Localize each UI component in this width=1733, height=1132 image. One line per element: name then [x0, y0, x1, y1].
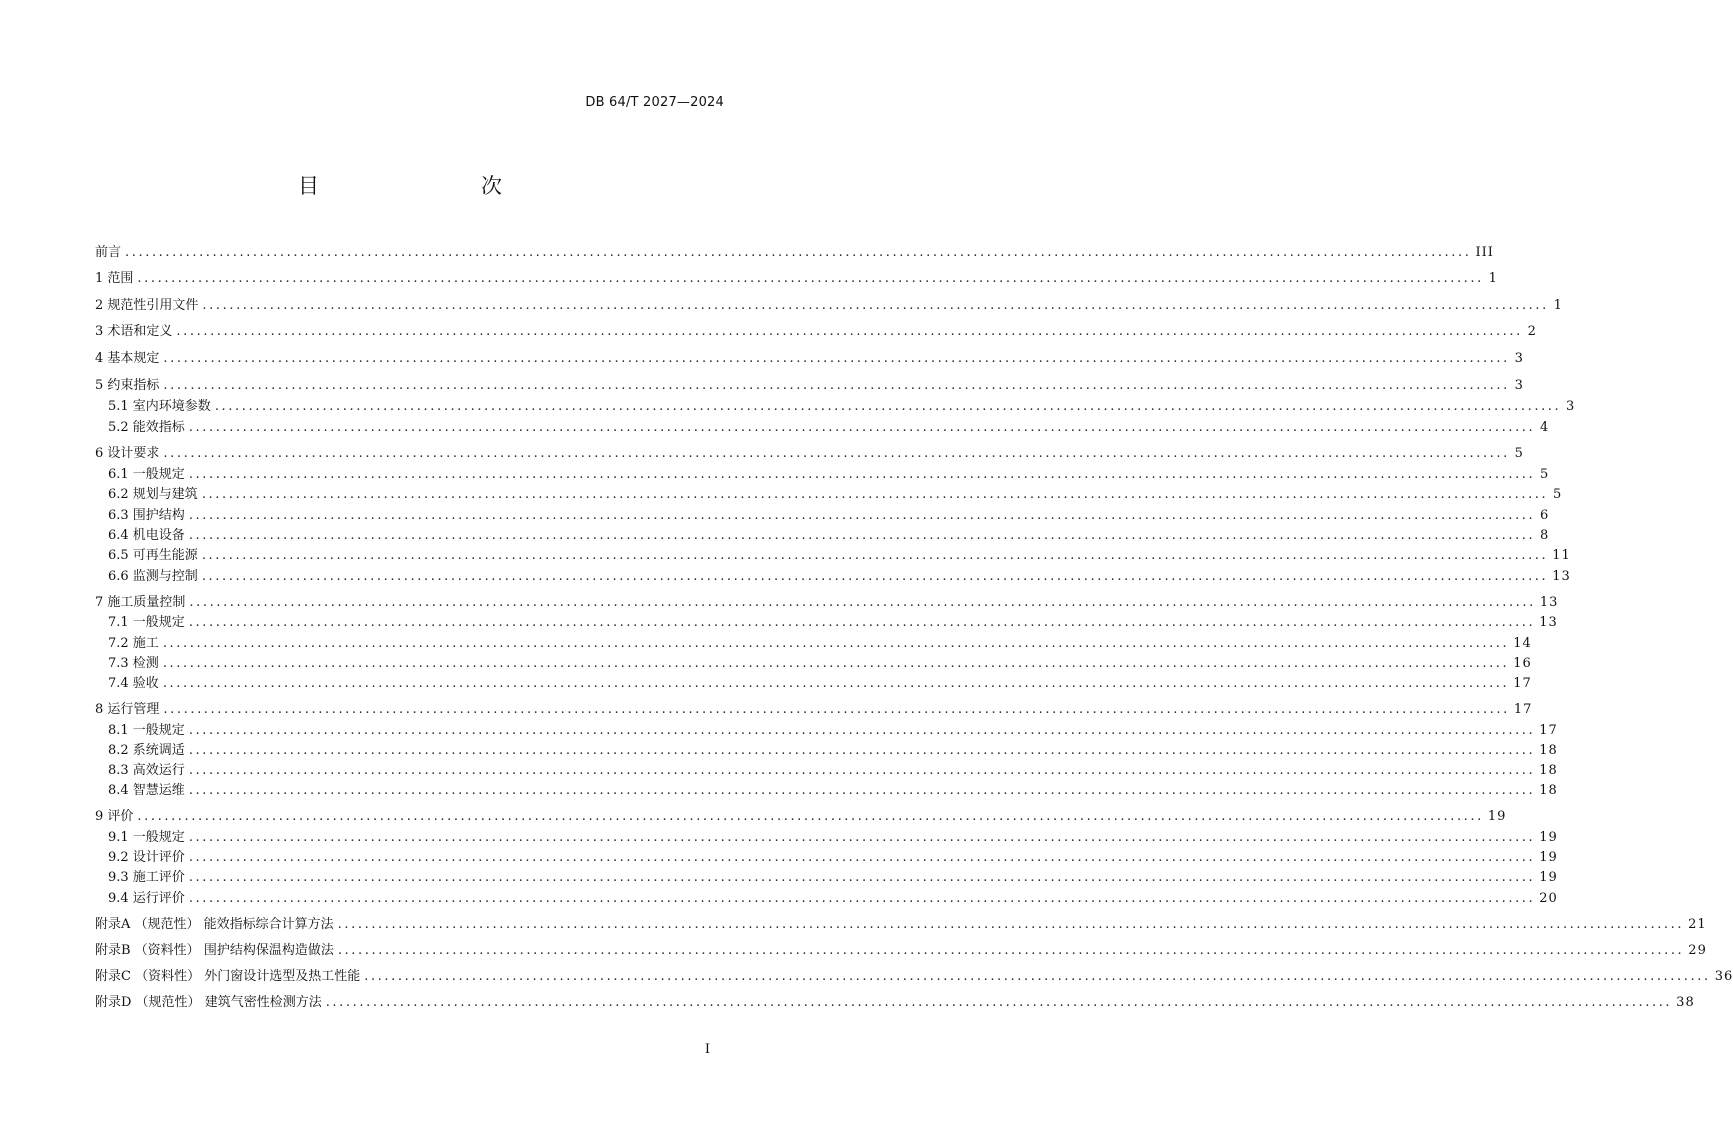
toc-entry[interactable] — [108, 741, 1558, 761]
toc-entry-page: 13 — [1552, 569, 1571, 584]
toc-entry[interactable] — [108, 418, 1550, 438]
toc-entry[interactable] — [108, 828, 1558, 848]
toc-entry-page: 5 — [1540, 467, 1550, 482]
toc-entry-label: 附录C （资料性） 外门窗设计选型及热工性能 — [95, 969, 361, 984]
toc-entry[interactable] — [95, 322, 1537, 342]
toc-entry-page: 14 — [1513, 636, 1532, 651]
toc-entry-page: 4 — [1540, 420, 1550, 435]
toc-entry-label: 7.2 施工 — [108, 636, 159, 651]
toc-entry[interactable] — [95, 296, 1563, 316]
page-number: I — [704, 1042, 710, 1057]
toc-leader-dots: ........................................................................................................................................................................................................ — [188, 723, 1536, 738]
toc-entry-page: 2 — [1527, 324, 1537, 339]
toc-leader-dots: ........................................................................................................................................................................................................ — [325, 995, 1673, 1010]
toc-leader-dots: ........................................................................................................................................................................................................ — [163, 446, 1510, 461]
toc-entry-page: 20 — [1539, 891, 1558, 906]
toc-leader-dots: ........................................................................................................................................................................................................ — [163, 351, 1510, 366]
toc-leader-dots: ........................................................................................................................................................................................................ — [188, 850, 1536, 865]
toc-leader-dots: ........................................................................................................................................................................................................ — [214, 399, 1562, 414]
toc-entry-page: 5 — [1553, 487, 1563, 502]
toc-entry-label: 3 术语和定义 — [95, 324, 173, 339]
toc-entry-label: 5.1 室内环境参数 — [108, 399, 211, 414]
toc-entry[interactable] — [95, 700, 1533, 720]
toc-entry-page: 11 — [1552, 548, 1571, 563]
toc-leader-dots: ........................................................................................................................................................................................................ — [188, 615, 1536, 630]
toc-entry-page: 6 — [1540, 508, 1550, 523]
toc-leader-dots: ........................................................................................................................................................................................................ — [364, 969, 1711, 984]
toc-entry-label: 附录A （规范性） 能效指标综合计算方法 — [95, 917, 334, 932]
toc-entry-label: 1 范围 — [95, 271, 134, 286]
toc-entry-label: 附录D （规范性） 建筑气密性检测方法 — [95, 995, 322, 1010]
toc-entry-label: 9.1 一般规定 — [108, 830, 185, 845]
toc-entry-page: 17 — [1539, 723, 1558, 738]
toc-entry-label: 9 评价 — [95, 809, 134, 824]
toc-leader-dots: ........................................................................................................................................................................................................ — [125, 245, 1472, 260]
toc-entry-label: 9.3 施工评价 — [108, 870, 185, 885]
toc-entry[interactable] — [108, 761, 1558, 781]
toc-entry-page: 13 — [1539, 595, 1559, 610]
toc-entry-label: 7 施工质量控制 — [95, 595, 186, 610]
toc-leader-dots: ........................................................................................................................................................................................................ — [188, 870, 1536, 885]
toc-entry-page: 3 — [1566, 399, 1576, 414]
toc-entry[interactable] — [108, 397, 1576, 417]
toc-entry-label: 7.4 验收 — [108, 676, 159, 691]
toc-entry-page: 18 — [1539, 783, 1558, 798]
toc-entry-label: 8.3 高效运行 — [108, 763, 185, 778]
toc-leader-dots: ........................................................................................................................................................................................................ — [202, 298, 1549, 313]
toc-leader-dots: ........................................................................................................................................................................................................ — [188, 420, 1536, 435]
toc-entry[interactable] — [108, 889, 1558, 909]
toc-leader-dots: ........................................................................................................................................................................................................ — [188, 830, 1536, 845]
toc-entry-page: 1 — [1553, 298, 1563, 313]
toc-entry[interactable] — [108, 613, 1558, 633]
toc-entry[interactable] — [108, 721, 1558, 741]
toc-entry-page: 18 — [1539, 743, 1558, 758]
toc-entry[interactable] — [108, 848, 1558, 868]
toc-entry-page: 8 — [1540, 528, 1550, 543]
toc-entry[interactable] — [95, 269, 1498, 289]
toc-entry-label: 8.4 智慧运维 — [108, 783, 185, 798]
toc-entry[interactable] — [108, 781, 1558, 801]
toc-leader-dots: ........................................................................................................................................................................................................ — [163, 702, 1510, 717]
toc-entry-label: 9.2 设计评价 — [108, 850, 185, 865]
toc-entry-page: 19 — [1539, 850, 1558, 865]
toc-entry-label: 5 约束指标 — [95, 378, 160, 393]
toc-entry-page: 17 — [1513, 702, 1533, 717]
toc-entry-page: 3 — [1514, 351, 1524, 366]
toc-entry[interactable] — [108, 654, 1532, 674]
toc-entry[interactable] — [95, 807, 1507, 827]
toc-entry[interactable] — [95, 967, 1733, 987]
toc-leader-dots: ........................................................................................................................................................................................................ — [188, 763, 1536, 778]
toc-leader-dots: ........................................................................................................................................................................................................ — [337, 917, 1685, 932]
toc-entry-label: 8.1 一般规定 — [108, 723, 185, 738]
toc-entry-page: 19 — [1539, 830, 1558, 845]
toc-entry-page: 38 — [1676, 995, 1695, 1010]
toc-entry-page: III — [1475, 245, 1494, 260]
toc-entry-label: 9.4 运行评价 — [108, 891, 185, 906]
toc-entry[interactable] — [95, 941, 1707, 961]
toc-entry[interactable] — [95, 915, 1707, 935]
toc-entry-page: 17 — [1513, 676, 1532, 691]
toc-leader-dots: ........................................................................................................................................................................................................ — [188, 891, 1536, 906]
toc-entry-page: 36 — [1714, 969, 1733, 984]
toc-leader-dots: ........................................................................................................................................................................................................ — [201, 487, 1549, 502]
toc-entry-label: 4 基本规定 — [95, 351, 160, 366]
toc-entry-label: 6.2 规划与建筑 — [108, 487, 198, 502]
toc-entry-label: 5.2 能效指标 — [108, 420, 185, 435]
toc-entry-page: 18 — [1539, 763, 1558, 778]
toc-leader-dots: ........................................................................................................................................................................................................ — [201, 548, 1549, 563]
toc-entry-page: 1 — [1488, 271, 1498, 286]
toc-entry-label: 8.2 系统调适 — [108, 743, 185, 758]
toc-entry[interactable] — [108, 674, 1532, 694]
toc-entry-label: 7.3 检测 — [108, 656, 159, 671]
toc-leader-dots: ........................................................................................................................................................................................................ — [162, 636, 1510, 651]
toc-leader-dots: ........................................................................................................................................................................................................ — [137, 271, 1484, 286]
toc-entry-label: 6 设计要求 — [95, 446, 160, 461]
toc-leader-dots: ........................................................................................................................................................................................................ — [189, 595, 1536, 610]
document-code: DB 64/T 2027—2024 — [585, 95, 724, 110]
toc-entry[interactable] — [108, 506, 1550, 526]
toc-entry[interactable] — [95, 376, 1524, 396]
toc-leader-dots: ........................................................................................................................................................................................................ — [188, 783, 1536, 798]
toc-entry-label: 6.3 围护结构 — [108, 508, 185, 523]
toc-leader-dots: ........................................................................................................................................................................................................ — [162, 656, 1510, 671]
toc-entry-label: 附录B （资料性） 围护结构保温构造做法 — [95, 943, 334, 958]
toc-entry[interactable] — [108, 634, 1532, 654]
toc-entry-label: 2 规范性引用文件 — [95, 298, 199, 313]
toc-entry-page: 13 — [1539, 615, 1558, 630]
toc-entry-label: 前言 — [95, 245, 122, 260]
toc-entry-label: 6.4 机电设备 — [108, 528, 185, 543]
toc-leader-dots: ........................................................................................................................................................................................................ — [163, 378, 1510, 393]
toc-entry[interactable] — [95, 349, 1524, 369]
toc-entry[interactable] — [108, 567, 1571, 587]
toc-leader-dots: ........................................................................................................................................................................................................ — [162, 676, 1510, 691]
toc-entry-label: 6.1 一般规定 — [108, 467, 185, 482]
toc-leader-dots: ........................................................................................................................................................................................................ — [188, 508, 1536, 523]
toc-entry-page: 5 — [1514, 446, 1524, 461]
toc-entry-label: 8 运行管理 — [95, 702, 160, 717]
toc-entry[interactable] — [108, 868, 1558, 888]
toc-leader-dots: ........................................................................................................................................................................................................ — [137, 809, 1484, 824]
toc-entry-page: 3 — [1514, 378, 1524, 393]
toc-entry-page: 19 — [1539, 870, 1558, 885]
toc-entry-page: 19 — [1487, 809, 1507, 824]
toc-entry[interactable] — [108, 465, 1550, 485]
page-title: 目 次 — [298, 174, 542, 198]
toc-leader-dots: ........................................................................................................................................................................................................ — [337, 943, 1685, 958]
toc-entry[interactable] — [95, 444, 1524, 464]
toc-entry-page: 29 — [1688, 943, 1707, 958]
toc-entry-page: 21 — [1688, 917, 1707, 932]
toc-entry[interactable] — [108, 546, 1571, 566]
toc-entry-label: 6.6 监测与控制 — [108, 569, 198, 584]
toc-entry[interactable] — [95, 243, 1494, 263]
toc-leader-dots: ........................................................................................................................................................................................................ — [188, 467, 1536, 482]
toc-entry[interactable] — [95, 593, 1559, 613]
toc-entry-page: 16 — [1513, 656, 1532, 671]
toc-leader-dots: ........................................................................................................................................................................................................ — [201, 569, 1549, 584]
toc-entry[interactable] — [95, 993, 1695, 1013]
toc-leader-dots: ........................................................................................................................................................................................................ — [188, 743, 1536, 758]
toc-entry[interactable] — [108, 485, 1563, 505]
toc-entry-label: 6.5 可再生能源 — [108, 548, 198, 563]
toc-entry[interactable] — [108, 526, 1550, 546]
toc-leader-dots: ........................................................................................................................................................................................................ — [188, 528, 1536, 543]
toc-leader-dots: ........................................................................................................................................................................................................ — [176, 324, 1523, 339]
toc-entry-label: 7.1 一般规定 — [108, 615, 185, 630]
